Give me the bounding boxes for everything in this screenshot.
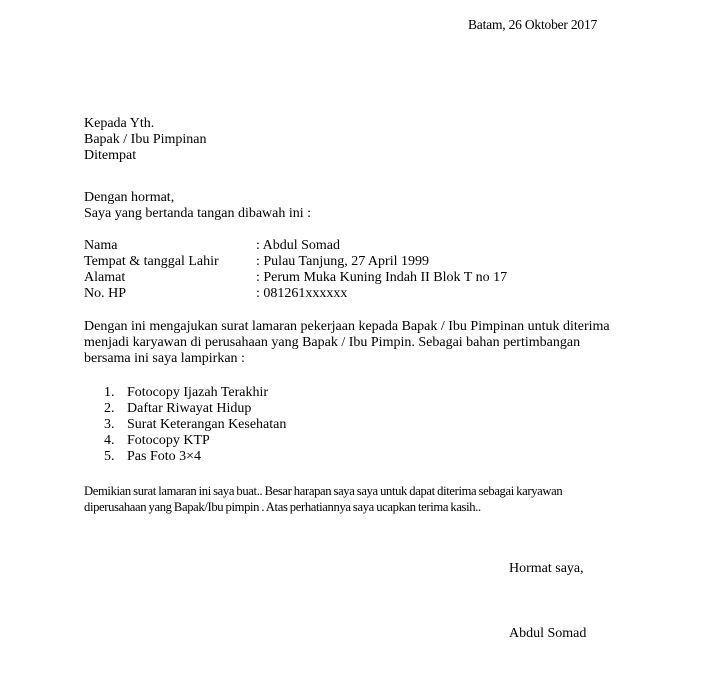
body-line-3: bersama ini saya lampirkan : — [84, 351, 245, 366]
intro-text: Saya yang bertanda tangan dibawah ini : — [84, 206, 312, 221]
field-label-birth: Tempat & tanggal Lahir — [84, 254, 219, 269]
attachment-number: 5. — [104, 449, 115, 464]
field-value-birth: : Pulau Tanjung, 27 April 1999 — [256, 254, 429, 269]
sign-off: Hormat saya, — [509, 561, 584, 576]
attachment-number: 4. — [104, 433, 115, 448]
attachment-number: 1. — [104, 385, 115, 400]
field-value-address: : Perum Muka Kuning Indah II Blok T no 17 — [256, 270, 508, 285]
signer-name: Abdul Somad — [509, 626, 587, 641]
greeting: Dengan hormat, — [84, 190, 175, 205]
attachment-number: 2. — [104, 401, 115, 416]
letter-date: Batam, 26 Oktober 2017 — [468, 17, 598, 32]
field-label-phone: No. HP — [84, 286, 127, 301]
closing-line-2: diperusahaan yang Bapak/Ibu pimpin . Atas perhatiannya saya ucapkan terima kasih.. — [84, 500, 481, 514]
field-label-name: Nama — [84, 238, 118, 253]
recipient-line-3: Ditempat — [84, 148, 137, 163]
recipient-line-1: Kepada Yth. — [84, 116, 155, 131]
attachment-item: Fotocopy Ijazah Terakhir — [127, 385, 269, 400]
attachment-item: Daftar Riwayat Hidup — [127, 401, 252, 416]
field-value-name: : Abdul Somad — [256, 238, 341, 253]
closing-line-1: Demikian surat lamaran ini saya buat.. Besar harapan saya saya untuk dapat diterima sebagai karyawan — [84, 484, 563, 498]
field-label-address: Alamat — [84, 270, 126, 285]
body-line-1: Dengan ini mengajukan surat lamaran pekerjaan kepada Bapak / Ibu Pimpinan untuk diterima — [84, 319, 610, 334]
attachment-number: 3. — [104, 417, 115, 432]
field-value-phone: : 081261xxxxxx — [256, 286, 348, 301]
recipient-line-2: Bapak / Ibu Pimpinan — [84, 132, 207, 147]
attachment-item: Fotocopy KTP — [127, 433, 210, 448]
attachment-item: Surat Keterangan Kesehatan — [127, 417, 287, 432]
attachment-item: Pas Foto 3×4 — [127, 449, 202, 464]
body-line-2: menjadi karyawan di perusahaan yang Bapak / Ibu Pimpin. Sebagai bahan pertimbangan — [84, 335, 581, 350]
